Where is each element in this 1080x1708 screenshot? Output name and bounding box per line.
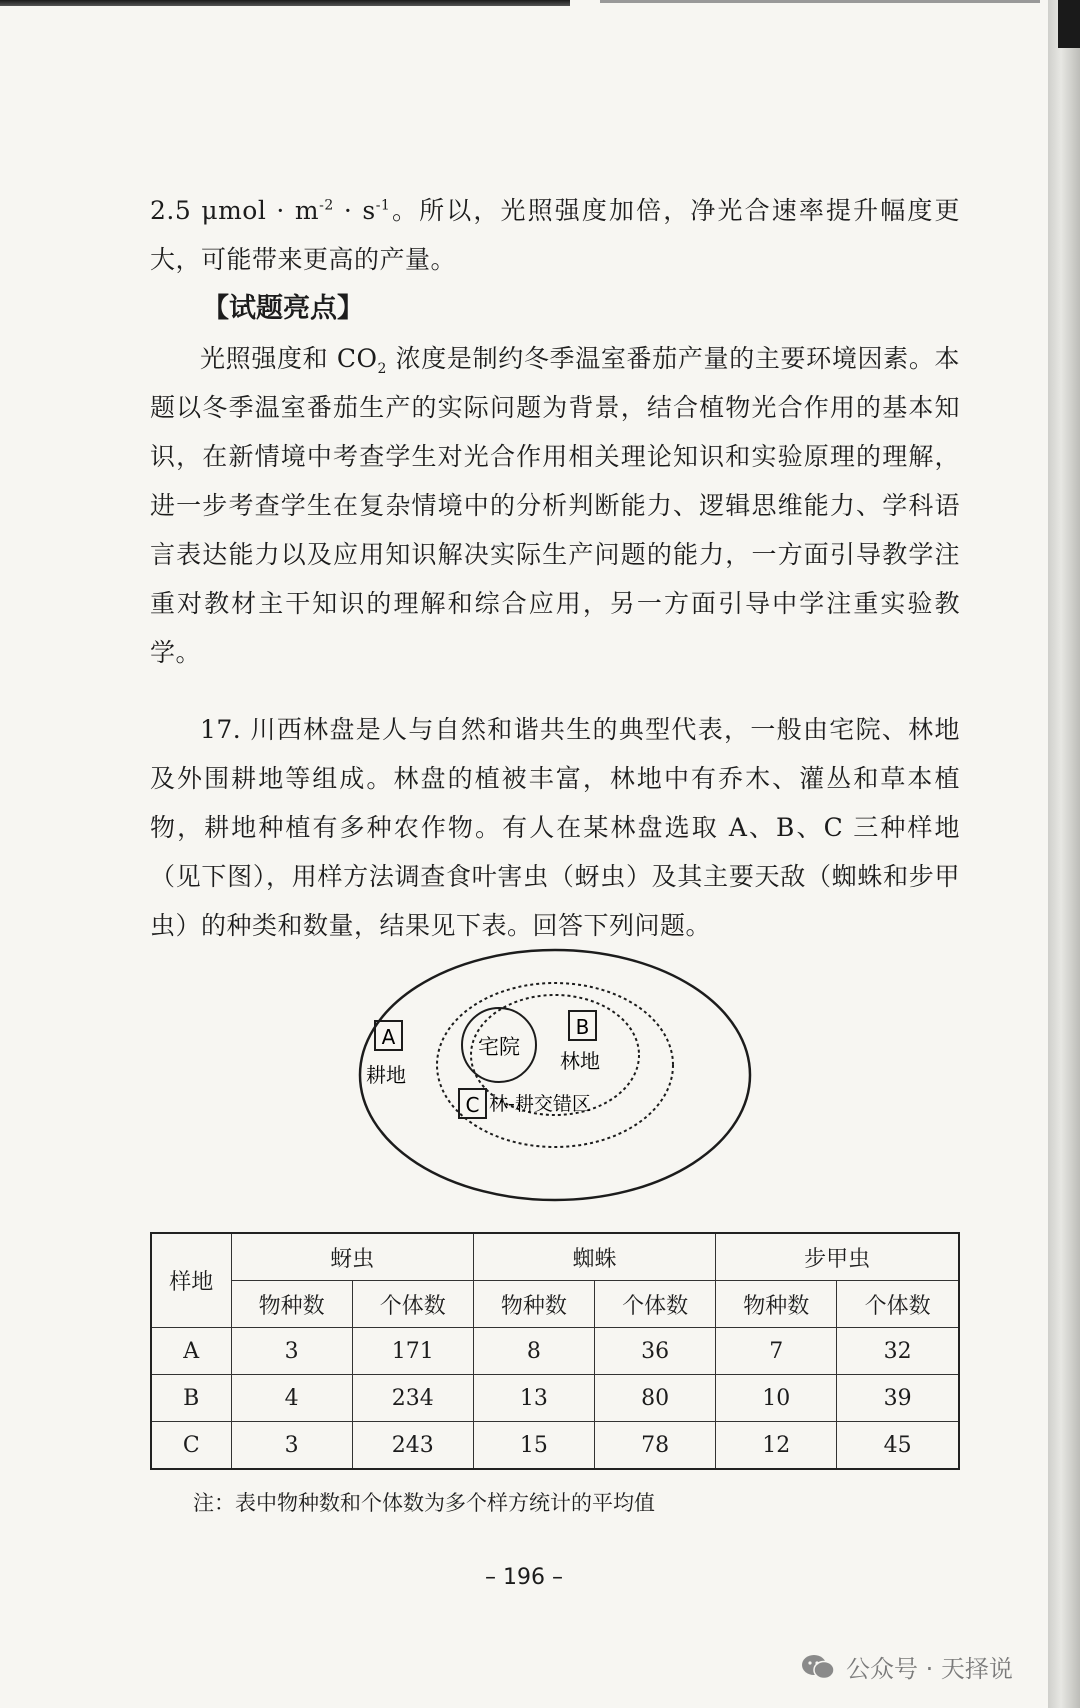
table-cell: 45: [837, 1422, 959, 1470]
table-cell: 80: [595, 1375, 716, 1422]
page-number: – 196 –: [485, 1565, 563, 1590]
wechat-icon: [800, 1653, 836, 1681]
table-row: [151, 1328, 959, 1375]
header-aphid: 蚜虫: [231, 1233, 473, 1281]
page-right-edge: [1048, 0, 1080, 1708]
courtyard-label: 宅院: [478, 1035, 520, 1059]
table-cell: 13: [473, 1375, 594, 1422]
table-cell: 10: [716, 1375, 837, 1422]
page-right-edge-dark: [1058, 0, 1080, 48]
page-top-edge-light: [600, 0, 1040, 3]
watermark-account: 公众号 · 天择说: [846, 1655, 1013, 1683]
subheader-count: 个体数: [595, 1281, 716, 1328]
table-cell: 171: [352, 1328, 473, 1375]
wechat-watermark: [800, 1649, 1013, 1684]
table-cell: 243: [352, 1422, 473, 1470]
row-site: B: [151, 1375, 231, 1422]
row-site: A: [151, 1328, 231, 1375]
page-top-edge: [0, 0, 570, 6]
subheader-species: 物种数: [473, 1281, 594, 1328]
table-cell: 32: [837, 1328, 959, 1375]
farmland-label: 耕地: [366, 1063, 406, 1087]
forest-label: 林地: [560, 1049, 600, 1073]
table-cell: 7: [716, 1328, 837, 1375]
table-row: [151, 1422, 959, 1470]
table-cell: 8: [473, 1328, 594, 1375]
table-cell: 234: [352, 1375, 473, 1422]
row-site: C: [151, 1422, 231, 1470]
table-cell: 78: [595, 1422, 716, 1470]
table-cell: 3: [231, 1422, 352, 1470]
subheader-species: 物种数: [231, 1281, 352, 1328]
subheader-species: 物种数: [716, 1281, 837, 1328]
subheader-count: 个体数: [837, 1281, 959, 1328]
answer-continuation: 2.5 $\mu mol \cdot m^{-2} \cdot s^{-1}$。所以，光照强度加倍，净光合速率提升幅度更大，可能带来更高的产量。: [150, 196, 960, 274]
section-heading: 【试题亮点】: [202, 293, 364, 324]
table-cell: 36: [595, 1328, 716, 1375]
table-subheader-row: [151, 1281, 959, 1328]
question-17: 17. 川西林盘是人与自然和谐共生的典型代表，一般由宅院、林地及外围耕地等组成。林盘的植被丰富，林地中有乔木、灌丛和草本植物，耕地种植有多种农作物。有人在某林盘选取 A、B、C 三种样地（见下图），用样方法调查食叶害虫（蚜虫）及其主要天敌（蜘蛛和步甲虫）的种类和数量，结果见下表。回答下列问题。: [150, 715, 960, 940]
site-a-letter: A: [381, 1025, 396, 1049]
header-spider: 蜘蛛: [473, 1233, 715, 1281]
header-site: 样地: [151, 1233, 231, 1328]
table-row: [151, 1375, 959, 1422]
table-cell: 15: [473, 1422, 594, 1470]
survey-table: [150, 1232, 960, 1470]
outer-farmland-ellipse: [360, 950, 750, 1200]
site-c-letter: C: [465, 1093, 480, 1117]
text-body: [150, 186, 960, 950]
table-note: 注：表中物种数和个体数为多个样方统计的平均值: [193, 1491, 655, 1515]
highlights-paragraph: 光照强度和 $CO_2$ 浓度是制约冬季温室番茄产量的主要环境因素。本题以冬季温室番茄生产的实际问题为背景，结合植物光合作用的基本知识，在新情境中考查学生对光合作用相关理论知识和实验原理的理解，进一步考查学生在复杂情境中的分析判断能力、逻辑思维能力、学科语言表达能力以及应用知识解决实际生产问题的能力，一方面引导教学注重对教材主干知识的理解和综合应用，另一方面引导中学注重实验教学。: [150, 344, 960, 667]
table-cell: 12: [716, 1422, 837, 1470]
subheader-count: 个体数: [352, 1281, 473, 1328]
table-cell: 3: [231, 1328, 352, 1375]
table-header-row: [151, 1233, 959, 1281]
site-b-letter: B: [575, 1015, 590, 1039]
sample-site-diagram: [355, 945, 755, 1205]
header-beetle: 步甲虫: [716, 1233, 959, 1281]
table-cell: 4: [231, 1375, 352, 1422]
transition-zone-label: 林-耕交错区: [489, 1093, 591, 1115]
table-cell: 39: [837, 1375, 959, 1422]
